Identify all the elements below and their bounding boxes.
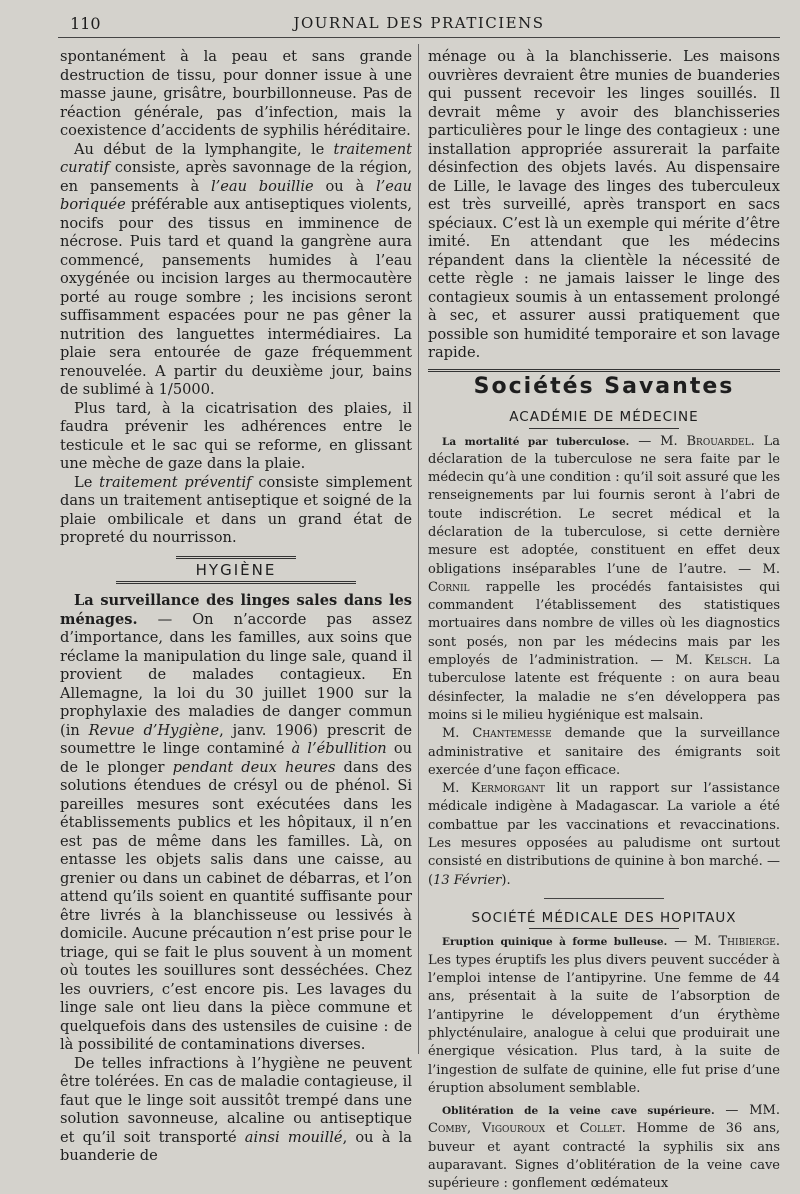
paragraph-cicatrisation: Plus tard, à la cicatrisation des plaies, il faudra prévenir les adhérences entre le testicule et le sac qui se reforme, en glissant une mèche de gaze dans la plaie. xyxy=(60,399,412,472)
academie-heading: ACADÉMIE DE MÉDECINE xyxy=(509,409,699,425)
academie-rule xyxy=(529,428,679,429)
hygiene-rule-top xyxy=(176,556,296,559)
left-column xyxy=(60,48,412,1166)
hygiene-heading: HYGIÈNE xyxy=(195,560,277,579)
paragraph-traitement-preventif: Le traitement préventif consiste simplement dans un traitement antiseptique et soigné de la plaie ombilicale et dans un grand état de propreté du nourrisson. xyxy=(60,473,412,546)
section-separator xyxy=(544,898,664,899)
page-number: 110 xyxy=(70,14,101,33)
paragraph-surveillance-linges: La surveillance des linges sales dans les ménages. — On n’accorde pas assez d’importance, dans les familles, aux soins que réclame la manipulation du linge sale, quand il provient de malades contagieux. En Allemagne, la loi du 30 juillet 1900 sur la prophylaxie des maladies de danger commun (in Revue d’Hygiène, janv. 1906) prescrit de soumettre le linge contaminé à l’ébullition ou de le plonger pendant deux heures dans des solutions étendues de crésyl ou de phénol. Si pareilles mesures sont exécutées dans les établissements publics et les hôpitaux, il n’en est pas de même dans les familles. Là, on entasse les objets salis dans une caisse, au grenier ou dans un cabinet de débarras, et l’on attend qu’ils soient en quantité suffisante pour être livrés à la blanchisseuse ou lessivés à domicile. Aucune précaution n’est prise pour le triage, qui se fait le plus souvent à un moment où toutes les souillures sont desséchées. Chez les ouvriers, c’est encore pis. Les lavages du linge sale ont lieu dans la pièce commune et quelquefois dans des ustensiles de cuisine : de là possibilité de contaminations diverses. xyxy=(60,592,413,1053)
hopitaux-rule xyxy=(529,928,679,929)
paragraph-traitement-curatif: Au début de la lymphangite, le traitement curatif consiste, après savonnage de la région, en pansements à l’eau bouillie ou à l’eau boriquée préférable aux antiseptiques violents, nocifs pour des tissus en imminence de nécrose. Puis tard et quand la gangrène aura commencé, pansements humides à l’eau oxygénée ou incision larges au thermocautère porté au rouge sombre ; les incisions seront suffisamment espacées pour ne pas gêner la nutrition des languettes intermédiaires. La plaie sera entourée de gaze fréquemment renouvelée. A partir du deuxième jour, bains de sublimé à 1/5000. xyxy=(60,140,412,398)
journal-title: JOURNAL DES PRATICIENS xyxy=(293,14,545,32)
paragraph-veine-cave: Oblitération de la veine cave supérieure. — MM. Comby, Vigouroux et Collet. Homme de 36 ans, buveur et ayant contracté la syphilis six ans auparavant. Signes d’oblitération de la veine cave supérieure : gonflement œdémateux xyxy=(428,1103,780,1192)
societes-rule-top xyxy=(428,369,780,372)
paragraph-continuation-right: ménage ou à la blanchisserie. Les maisons ouvrières devraient être munies de buanderies qui pussent recevoir les linges souillés. Il devrait même y avoir des blanchisseries particulières pour le linge des contagieux : une installation appropriée assurerait la parfaite désinfection des objets lavés. Au dispensaire de Lille, le lavage des linges des tuberculeux est très surveillé, après transport en sacs spéciaux. C’est là un exemple qui mérite d’être imité. En attendant que les médecins répandent dans la clientèle la nécessité de cette règle : ne jamais laisser le linge des contagieux soumis à un entassement prolongé à sec, et assurer aussi pratiquement que possible son humidité temporaire et son lavage rapide. xyxy=(428,48,780,361)
page-header xyxy=(58,14,780,36)
paragraph-eruption-quinique: Eruption quinique à forme bulleuse. — M. Thibierge. Les types éruptifs les plus divers peuvent succéder à l’emploi intense de l’antipyrine. Une femme de 44 ans, présentait à la suite de l’absorption de l’antipyrine le développement d’un érythème phlycténulaire, analogue à celui que produirait une énergique vésication. Plus tard, à la suite de l’ingestion de sulfate de quinine, elle fut prise d’une éruption absolument semblable. xyxy=(428,934,781,1096)
right-column xyxy=(428,48,780,1194)
hopitaux-heading: SOCIÉTÉ MÉDICALE DES HOPITAUX xyxy=(471,909,737,926)
paragraph-mortalite-tuberculose: La mortalité par tuberculose. — M. Brouardel. La déclaration de la tuberculose ne sera faite par le médecin qu’à une condition : qu’il soit assuré que les renseignements par lui fournis seront à l’abri de toute indiscrétion. Le secret médical et la déclaration de la tuberculose, si cette dernière mesure est adoptée, constituent en effet deux obligations inséparables l’une de l’autre. — M. Cornil rappelle les procédés fantaisistes qui commandent l’établissement des statistiques mortuaires dans nombre de villes où les diagnostics sont posés, non par les médecins mais par les employés de l’administration. — M. Kelsch. La tuberculose latente est fréquente : on aura beau désinfecter, la maladie ne s’en développera pas moins si le milieu hygiénique est malsain. xyxy=(428,433,780,723)
paragraph-infractions: De telles infractions à l’hygiène ne peuvent être tolérées. En cas de maladie contagieuse, il faut que le linge soit aussitôt trempé dans une solution savonneuse, alcaline ou antiseptique et qu’il soit transporté ainsi mouillé, ou à la buanderie de xyxy=(60,1054,412,1164)
societes-savantes-heading: Sociétés Savantes xyxy=(473,373,735,399)
column-divider xyxy=(418,44,419,1054)
hygiene-rule-bottom xyxy=(116,581,356,584)
paragraph-chantemesse: M. Chantemesse demande que la surveillance administrative et sanitaire des émigrants soit exercée d’une façon efficace. xyxy=(428,726,781,778)
paragraph-continuation: spontanément à la peau et sans grande destruction de tissu, pour donner issue à une masse jaune, grisâtre, bourbillonneuse. Pas de réaction générale, pas d’infection, mais la coexistence d’accidents de syphilis héréditaire. xyxy=(60,48,412,139)
header-rule xyxy=(58,37,780,38)
paragraph-kermorgant: M. Kermorgant lit un rapport sur l’assistance médicale indigène à Madagascar. La variole a été combattue par les vaccinations et revaccinations. Les mesures opposées au paludisme ont surtout consisté en distributions de quinine à bon marché. — (13 Février). xyxy=(428,781,780,888)
